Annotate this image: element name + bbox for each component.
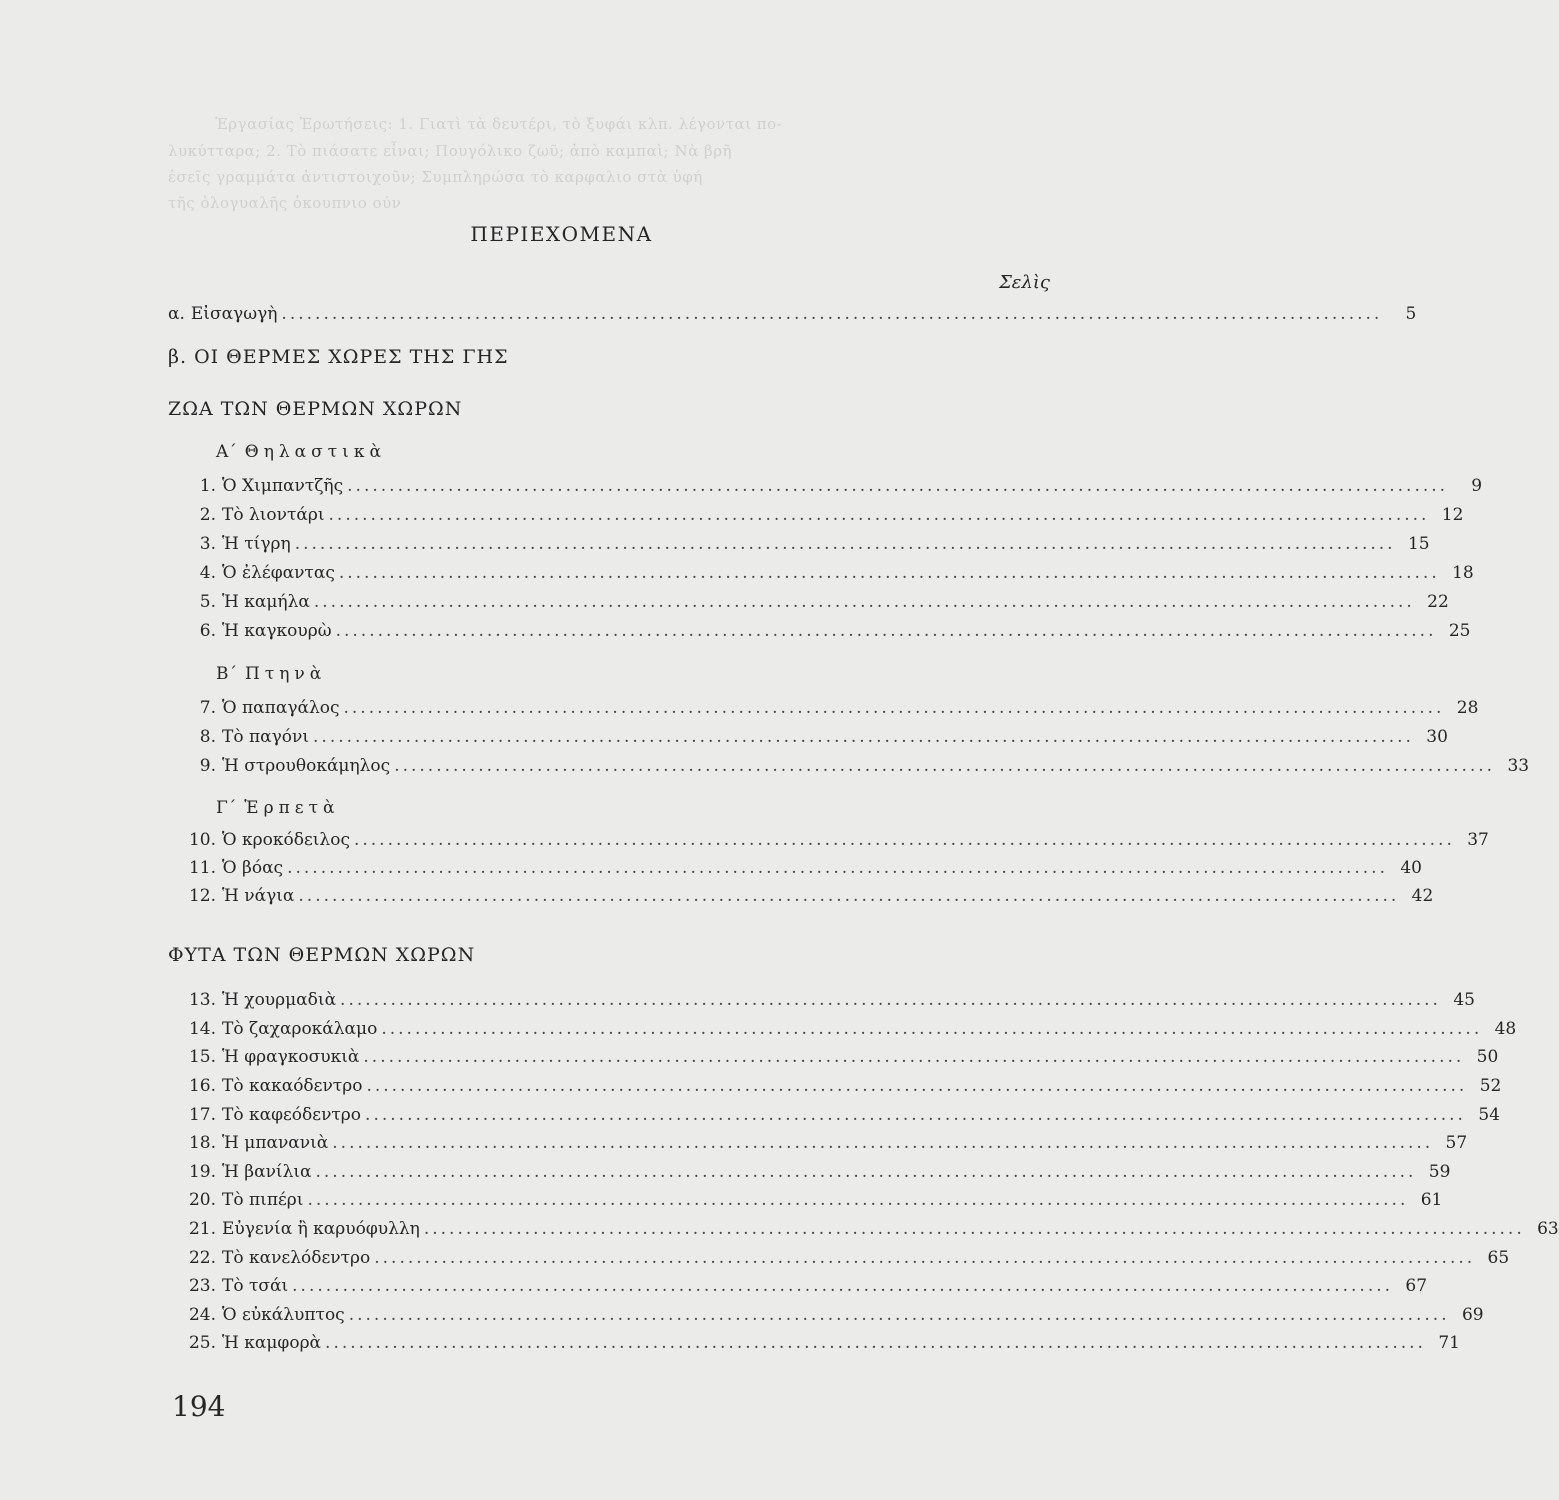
leader-dots: ................................................................................................................................... [394,756,1496,776]
entry-number: 23. [188,1276,216,1296]
subhead-birds [216,664,326,684]
animals-heading: ΖΩΑ ΤΩΝ ΘΕΡΜΩΝ ΧΩΡΩΝ [168,398,463,420]
toc-entry-2 [168,505,1464,533]
entry-page: 9 [1471,476,1483,496]
entry-label: Ἡ καμήλα [222,592,310,612]
entry-label: Ἡ φραγκοσυκιὰ [222,1047,360,1067]
entry-label: Ἡ νάγια [222,886,295,906]
entry-label: Τὸ καφεόδεντρο [222,1105,362,1125]
toc-entry-16 [168,1076,1502,1104]
entry-number: α. [168,304,185,324]
entry-number: 9. [199,756,216,776]
entry-page: 63 [1537,1219,1559,1239]
toc-entry-23 [168,1276,1428,1304]
entry-page: 28 [1456,698,1479,718]
entry-page: 54 [1478,1105,1500,1125]
toc-entry-10 [168,830,1489,858]
entry-number: 24. [188,1305,216,1325]
leader-dots: ................................................................................................................................... [281,304,1383,324]
entry-label: Ἡ καγκουρὼ [222,621,332,641]
entry-number: 1. [199,476,216,496]
leader-dots: ................................................................................................................................... [423,1219,1525,1239]
entry-number: 18. [188,1133,216,1153]
leader-dots: ................................................................................................................................... [366,1076,1468,1096]
entry-number: 2. [199,505,216,525]
toc-entry-6 [168,621,1471,649]
toc-entry-22 [168,1248,1510,1276]
entry-number: 8. [199,727,216,747]
entry-label: Ὁ ἐλέφαντας [222,563,335,583]
entry-number: 12. [188,886,216,906]
bleed-through-line-2: λυκύτταρα; 2. Τὸ πιάσατε εἶναι; Πουγόλικο ζωῦ; ἀπὸ καμπαὶ; Νὰ βρῆ [168,142,732,160]
entry-label: Ὁ κροκόδειλος [222,830,350,850]
subhead-reptiles [216,798,339,818]
entry-page: 25 [1448,621,1471,641]
subhead-letter: Α΄ [216,442,237,462]
leader-dots: ................................................................................................................................... [365,1105,1466,1125]
toc-entry-20 [168,1190,1443,1218]
leader-dots: ................................................................................................................................... [313,727,1414,747]
entry-label: Ὁ βόας [222,858,284,878]
toc-entry-17 [168,1105,1500,1133]
entry-page: 5 [1405,304,1417,324]
toc-entry-12 [168,886,1434,914]
toc-entry-5 [168,592,1449,620]
entry-page: 30 [1426,727,1448,747]
entry-number: 6. [199,621,216,641]
subhead-mammals [216,442,386,462]
leader-dots: ................................................................................................................................... [353,830,1455,850]
entry-page: 18 [1452,563,1474,583]
toc-entry-15 [168,1047,1499,1075]
entry-label: Τὸ ζαχαροκάλαμο [222,1019,378,1039]
entry-number: 17. [188,1105,216,1125]
toc-entry-25 [168,1333,1460,1361]
entry-label: Ἡ στρουθοκάμηλος [222,756,391,776]
entry-label: Ὁ παπαγάλος [222,698,340,718]
toc-entry-11 [168,858,1422,886]
entry-label: Τὸ κανελόδεντρο [222,1248,371,1268]
entry-number: 13. [188,990,216,1010]
entry-page: 71 [1438,1333,1460,1353]
entry-label: Ὁ εὐκάλυπτος [222,1305,345,1325]
toc-entry-13 [168,990,1475,1018]
toc-entry-24 [168,1305,1484,1333]
subhead-name: Ἑρπετὰ [244,798,340,818]
entry-label: Εἰσαγωγὴ [190,304,278,324]
bleed-through-line-4: τῆς ὀλογυαλῆς ὀκουπνιο ούν [168,194,402,212]
toc-entry-18 [168,1133,1468,1161]
leader-dots: ................................................................................................................................... [313,592,1415,612]
contents-title: ΠΕΡΙΕΧΟΜΕΝΑ [470,222,653,246]
plants-heading: ΦΥΤΑ ΤΩΝ ΘΕΡΜΩΝ ΧΩΡΩΝ [168,944,476,966]
entry-page: 15 [1407,534,1430,554]
entry-number: 20. [188,1190,216,1210]
entry-number: 5. [199,592,216,612]
entry-number: 10. [188,830,216,850]
entry-page: 22 [1427,592,1449,612]
entry-page: 57 [1445,1133,1468,1153]
leader-dots: ................................................................................................................................... [332,1133,1434,1153]
entry-number: 22. [188,1248,216,1268]
leader-dots: ................................................................................................................................... [315,1162,1417,1182]
leader-dots: ................................................................................................................................... [335,621,1437,641]
entry-number: 14. [188,1019,216,1039]
entry-number: 7. [199,698,216,718]
leader-dots: ................................................................................................................................... [325,1333,1426,1353]
leader-dots: ................................................................................................................................... [298,886,1400,906]
entry-label: Ἡ τίγρη [222,534,291,554]
entry-number: 3. [199,534,216,554]
toc-entry-intro [168,304,1417,332]
leader-dots: ................................................................................................................................... [374,1248,1476,1268]
entry-page: 59 [1428,1162,1451,1182]
entry-label: Τὸ παγόνι [222,727,310,747]
entry-label: Εὐγενία ἢ καρυόφυλλη [222,1219,420,1239]
leader-dots: ................................................................................................................................... [294,534,1396,554]
entry-page: 12 [1441,505,1464,525]
entry-number: 21. [188,1219,216,1239]
leader-dots: ................................................................................................................................... [307,1190,1409,1210]
leader-dots: ................................................................................................................................... [328,505,1430,525]
entry-label: Ἡ καμφορὰ [222,1333,322,1353]
leader-dots: ................................................................................................................................... [287,858,1388,878]
page-column-label: Σελὶς [999,272,1050,293]
entry-label: Τὸ πιπέρι [222,1190,304,1210]
leader-dots: ................................................................................................................................... [292,1276,1394,1296]
entry-label: Τὸ τσάι [222,1276,289,1296]
entry-page: 45 [1453,990,1475,1010]
entry-page: 33 [1507,756,1530,776]
entry-label: Ἡ βανίλια [222,1162,312,1182]
entry-page: 50 [1476,1047,1499,1067]
toc-entry-1 [168,476,1483,504]
entry-number: 15. [188,1047,216,1067]
toc-entry-7 [168,698,1479,726]
entry-label: Τὸ λιοντάρι [222,505,325,525]
leader-dots: ................................................................................................................................... [381,1019,1483,1039]
entry-page: 67 [1405,1276,1428,1296]
leader-dots: ................................................................................................................................... [347,476,1449,496]
bleed-through-line-1: Ἐργασίας Ἐρωτήσεις: 1. Γιατὶ τὰ δευτέρι, τὸ ξυφάι κλπ. λέγονται πο- [215,115,783,133]
entry-label: Ἡ χουρμαδιὰ [222,990,337,1010]
subhead-name: Πτηνὰ [245,664,327,684]
entry-page: 42 [1411,886,1434,906]
leader-dots: ................................................................................................................................... [363,1047,1465,1067]
leader-dots: ................................................................................................................................... [338,563,1440,583]
leader-dots: ................................................................................................................................... [348,1305,1450,1325]
entry-page: 61 [1420,1190,1443,1210]
subhead-letter: Γ΄ [216,798,237,818]
toc-entry-3 [168,534,1430,562]
section-b-heading: β. ΟΙ ΘΕΡΜΕΣ ΧΩΡΕΣ ΤΗΣ ΓΗΣ [168,346,509,368]
leader-dots: ................................................................................................................................... [343,698,1445,718]
entry-page: 52 [1479,1076,1502,1096]
entry-page: 48 [1494,1019,1517,1039]
toc-entry-4 [168,563,1474,591]
toc-entry-9 [168,756,1530,784]
entry-page: 40 [1400,858,1422,878]
subhead-name: Θηλαστικὰ [244,442,386,462]
page-number: 194 [172,1390,226,1423]
entry-page: 65 [1487,1248,1510,1268]
toc-entry-14 [168,1019,1517,1047]
entry-number: 25. [188,1333,216,1353]
entry-label: Ὁ Χιμπαντζῆς [222,476,344,496]
entry-label: Ἡ μπανανιὰ [222,1133,329,1153]
entry-page: 69 [1461,1305,1484,1325]
leader-dots: ................................................................................................................................... [340,990,1441,1010]
entry-number: 19. [188,1162,216,1182]
entry-number: 16. [188,1076,216,1096]
entry-label: Τὸ κακαόδεντρο [222,1076,363,1096]
entry-number: 11. [188,858,216,878]
bleed-through-line-3: ἐσεῖς γραμμάτα ἀντιστοιχοῦν; Συμπληρώσα τὸ καρφαλιο στὰ ὑφή [168,168,703,186]
toc-entry-21 [168,1219,1559,1247]
toc-entry-8 [168,727,1448,755]
subhead-letter: Β΄ [216,664,237,684]
entry-number: 4. [199,563,216,583]
toc-entry-19 [168,1162,1451,1190]
entry-page: 37 [1467,830,1489,850]
